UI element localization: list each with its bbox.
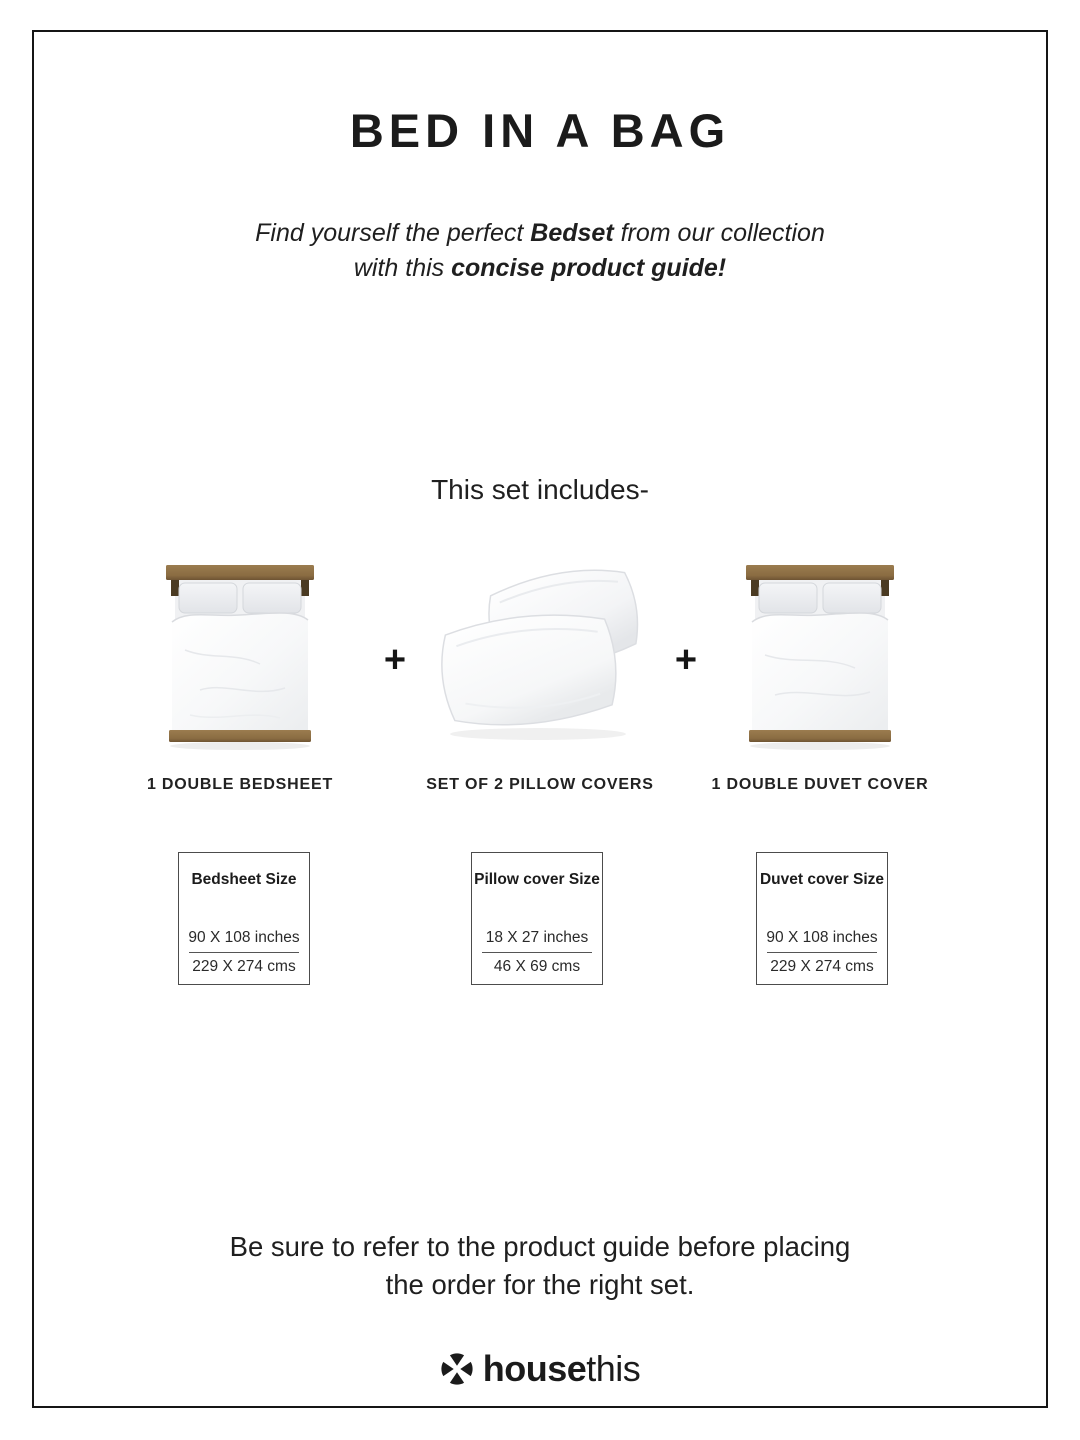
brand-name [483,1348,641,1390]
footer-note-line2: the order for the right set. [385,1269,695,1300]
size-inches: 90 X 108 inches [766,929,878,946]
card-values [472,929,602,976]
bed-top-view-icon [745,560,895,752]
duvet-cover-size-card [756,852,888,985]
size-cms: 46 X 69 cms [493,958,581,975]
item-label-bedsheet: 1 DOUBLE BEDSHEET [146,776,334,793]
brand-name-regular: this [586,1348,641,1389]
subtitle-bold-guide: concise product guide! [451,254,727,282]
plus-separator: + [674,639,698,681]
brand-name-bold: house [482,1348,587,1389]
size-cards-row [0,852,1080,986]
card-values [179,929,309,976]
set-includes-heading: This set includes- [431,474,649,505]
card-title: Bedsheet Size [191,871,297,888]
brand-logo [0,1348,1080,1390]
pillow-cover-size-card [471,852,603,985]
set-items-row [0,548,1080,753]
footer-note [0,1228,1080,1304]
item-label-duvet-cover: 1 DOUBLE DUVET COVER [711,776,929,793]
footer-note-line1: Be sure to refer to the product guide before placing [229,1231,851,1262]
double-bedsheet-image [165,560,315,752]
pillow-pair-image [433,548,647,746]
subtitle-text: Find yourself the perfect [255,219,531,247]
card-values [757,929,887,976]
size-divider [767,952,876,953]
card-title: Pillow cover Size [474,871,600,888]
clover-pinwheel-icon [440,1352,474,1386]
page-title: BED IN A BAG [349,104,731,157]
plus-separator: + [383,639,407,681]
bedsheet-size-card [178,852,310,985]
subtitle-text: from our collection [613,219,825,247]
bed-top-view-icon [165,560,315,752]
double-duvet-image [745,560,895,752]
size-divider [482,952,591,953]
subtitle-text: with this [353,254,452,282]
size-inches: 18 X 27 inches [485,929,589,946]
subtitle-bold-bedset: Bedset [530,219,614,247]
size-inches: 90 X 108 inches [188,929,300,946]
size-cms: 229 X 274 cms [770,958,874,975]
size-divider [189,952,298,953]
card-title: Duvet cover Size [759,871,885,888]
page-subtitle [0,216,1080,286]
item-label-pillow-covers: SET OF 2 PILLOW COVERS [426,776,654,793]
pillow-pair-icon [433,548,647,746]
size-cms: 229 X 274 cms [192,958,296,975]
item-labels-row [0,776,1080,800]
